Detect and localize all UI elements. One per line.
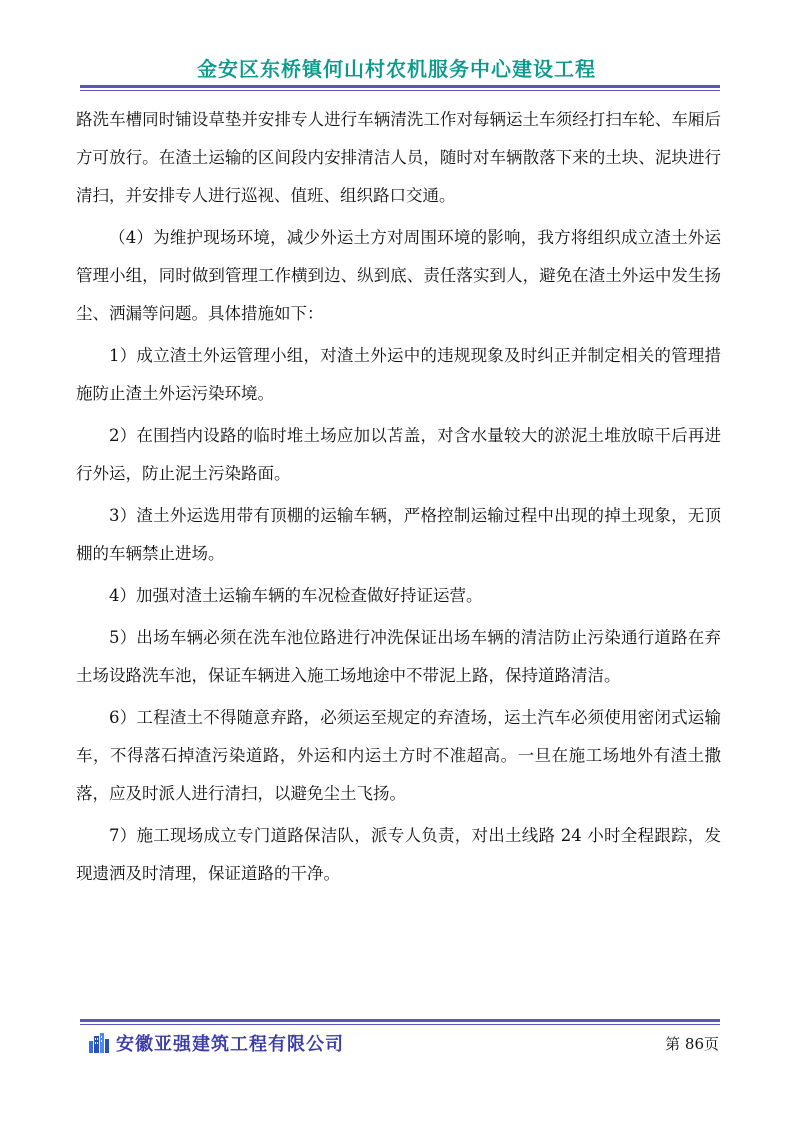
header-rule-thin bbox=[80, 90, 720, 91]
document-header-title: 金安区东桥镇何山村农机服务中心建设工程 bbox=[197, 57, 596, 81]
body-paragraph: 6）工程渣土不得随意弃路，必须运至规定的弃渣场，运土汽车必须使用密闭式运输车，不得落石掉渣污染道路，外运和内运土方时不准超高。一旦在施工场地外有渣土撒落，应及时派人进行清扫，以避免尘土飞扬。 bbox=[76, 708, 721, 803]
page-number: 第 86页 bbox=[665, 1035, 719, 1053]
company-name: 安徽亚强建筑工程有限公司 bbox=[116, 1034, 344, 1055]
document-body bbox=[76, 101, 721, 893]
body-paragraph: 5）出场车辆必须在洗车池位路进行冲洗保证出场车辆的清洁防止污染通行道路在弃土场设路洗车池，保证车辆进入施工场地途中不带泥上路，保持道路清洁。 bbox=[76, 628, 721, 685]
footer-rule bbox=[80, 1019, 720, 1022]
footer-company bbox=[88, 1030, 344, 1056]
footer-rule-thin bbox=[80, 1024, 720, 1025]
body-paragraph: 路洗车槽同时铺设草垫并安排专人进行车辆清洗工作对每辆运土车须经打扫车轮、车厢后方可放行。在渣土运输的区间段内安排清洁人员，随时对车辆散落下来的土块、泥块进行清扫，并安排专人进行巡视、值班、组织路口交通。 bbox=[76, 110, 721, 205]
body-paragraph: （4）为维护现场环境，减少外运土方对周围环境的影响，我方将组织成立渣土外运管理小组，同时做到管理工作横到边、纵到底、责任落实到人，避免在渣土外运中发生扬尘、洒漏等问题。具体措施如下： bbox=[76, 228, 721, 323]
header-rule bbox=[80, 85, 720, 88]
body-paragraph: 1）成立渣土外运管理小组，对渣土外运中的违规现象及时纠正并制定相关的管理措施防止渣土外运污染环境。 bbox=[76, 346, 721, 403]
building-logo-icon bbox=[88, 1033, 110, 1053]
body-paragraph: 7）施工现场成立专门道路保洁队，派专人负责，对出土线路 24 小时全程跟踪，发现遗洒及时清理，保证道路的干净。 bbox=[76, 826, 721, 883]
body-paragraph: 2）在围挡内设路的临时堆土场应加以苫盖，对含水量较大的淤泥土堆放晾干后再进行外运，防止泥土污染路面。 bbox=[76, 426, 721, 483]
body-paragraph: 4）加强对渣土运输车辆的车况检查做好持证运营。 bbox=[109, 586, 483, 605]
body-paragraph: 3）渣土外运选用带有顶棚的运输车辆，严格控制运输过程中出现的掉土现象，无顶棚的车辆禁止进场。 bbox=[76, 506, 721, 563]
